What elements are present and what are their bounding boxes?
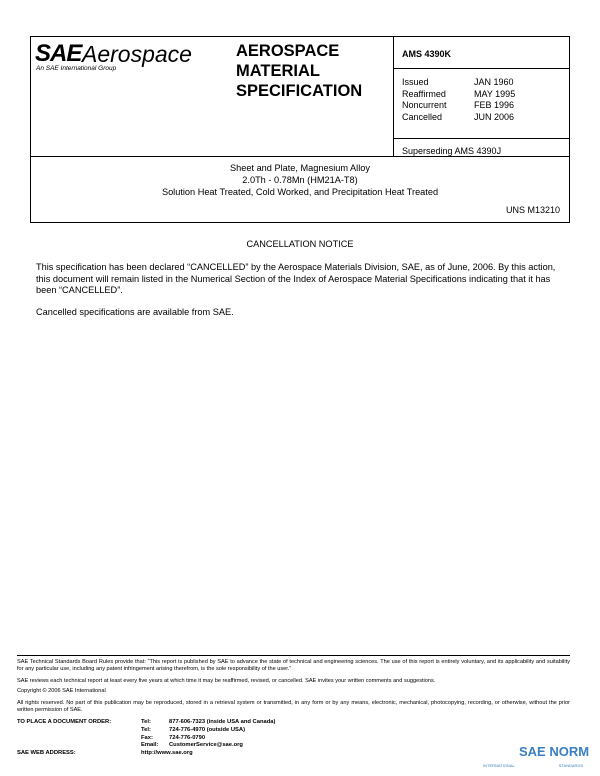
web-address-link[interactable]: http://www.sae.org xyxy=(141,750,193,757)
date-label: Issued xyxy=(402,77,429,87)
dates-divider xyxy=(394,138,570,139)
date-history xyxy=(402,77,515,123)
email-link[interactable]: CustomerService@sae.org xyxy=(169,742,243,749)
superseding-note: Superseding AMS 4390J xyxy=(402,146,502,156)
document-number: AMS 4390K xyxy=(402,49,452,59)
contact-value: 877-606-7323 (inside USA and Canada) xyxy=(169,719,276,725)
footer-rights-text: All rights reserved. No part of this publication may be reproduced, stored in a retrieval system or transmitted, in any form or by any means, electronic, mechanical, photocopying, recording, or otherwise, without the prior written permission of SAE. xyxy=(17,700,570,714)
date-label: Cancelled xyxy=(402,111,443,122)
footer-review-text: SAE reviews each technical report at least every five years at which time it may be reaffirmed, revised, or cancelled. SAE invites your written comments and suggestions. xyxy=(17,678,436,684)
footer-rules-text: SAE Technical Standards Board Rules provide that: “This report is published by SAE to advance the state of technical and engineering sciences. The use of this report is entirely voluntary, and its applicability and suitability for any particular use, including any patent infringement arising therefrom, is the sole responsibility of the user.” xyxy=(17,659,570,673)
badge-norm-text: SAE NORM xyxy=(519,744,590,759)
material-line: Solution Heat Treated, Cold Worked, and Precipitation Heat Treated xyxy=(161,187,439,197)
date-label: Reaffirmed xyxy=(402,88,446,99)
badge-sub-right: STANDARDS xyxy=(558,763,583,768)
docnum-divider xyxy=(394,68,570,69)
cancellation-notice-heading: CANCELLATION NOTICE xyxy=(246,239,354,249)
sae-aerospace-logo xyxy=(35,40,235,80)
footer-rule xyxy=(17,655,570,656)
badge-subtitle xyxy=(483,763,583,768)
date-value: JUN 2006 xyxy=(474,111,515,122)
header-box xyxy=(30,36,570,157)
contact-label: Tel: xyxy=(141,719,151,725)
material-title-box xyxy=(30,156,570,223)
badge-sub-left: INTERNATIONAL xyxy=(483,763,515,768)
date-row xyxy=(402,77,515,89)
contact-value: 724-776-0790 xyxy=(169,734,206,741)
date-row xyxy=(402,112,515,124)
date-value: FEB 1996 xyxy=(474,100,515,110)
logo-sae-text: SAE xyxy=(35,40,82,67)
cancellation-paragraph: This specification has been declared “CANCELLED” by the Aerospace Materials Division, SAE, as of June, 2006. By this action, this document will remain listed in the Numerical Section of the Index of Aerospace Material Specifications indicating that it has been “CANCELLED”. xyxy=(36,262,556,295)
title-line: SPECIFICATION xyxy=(236,82,363,100)
contact-label: Tel: xyxy=(141,726,151,733)
availability-paragraph: Cancelled specifications are available from SAE. xyxy=(36,307,234,317)
logo-tagline: An SAE International Group xyxy=(36,65,117,72)
sae-norm-logo xyxy=(483,740,590,774)
uns-number: UNS M13210 xyxy=(505,205,560,215)
date-row xyxy=(402,89,515,101)
document-type-title xyxy=(236,41,362,101)
contact-label: Email: xyxy=(141,742,159,749)
web-address-label: SAE WEB ADDRESS: xyxy=(17,750,76,757)
date-row xyxy=(402,100,515,112)
date-value: JAN 1960 xyxy=(474,77,514,87)
contact-value: 724-776-4970 (outside USA) xyxy=(169,726,246,733)
order-contacts xyxy=(17,719,275,758)
order-label: TO PLACE A DOCUMENT ORDER: xyxy=(17,719,112,725)
title-line: MATERIAL xyxy=(236,62,321,80)
material-line: Sheet and Plate, Magnesium Alloy xyxy=(230,163,370,173)
logo-aerospace-text: Aerospace xyxy=(82,41,192,67)
date-value: MAY 1995 xyxy=(474,88,516,99)
footer-copyright: Copyright © 2006 SAE International xyxy=(17,688,106,694)
date-label: Noncurrent xyxy=(402,100,447,110)
title-line: AEROSPACE xyxy=(236,42,340,60)
material-line: 2.0Th - 0.78Mn (HM21A-T8) xyxy=(242,175,358,185)
contact-label: Fax: xyxy=(141,734,153,741)
